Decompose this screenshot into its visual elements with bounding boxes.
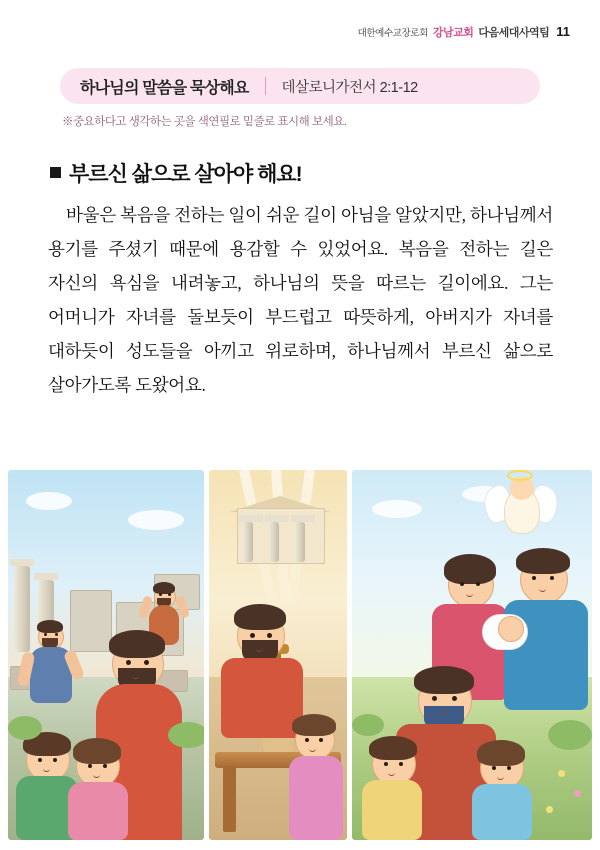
figure-eye [126,660,131,665]
figure-torso [221,658,303,738]
lesson-title-band [60,68,540,104]
figure-hair [153,582,175,594]
figure-eye [44,633,47,636]
title-divider [265,77,266,95]
temple-column [243,522,253,562]
figure-mouth [440,710,447,715]
figure-eye [452,696,457,701]
bush-shape [168,722,204,748]
figure-hair [234,604,286,630]
illustration-panel-1 [8,470,204,840]
figure-hair [37,620,63,633]
cloud-shape [372,500,422,518]
figure-mouth [309,747,316,752]
square-bullet-icon [50,167,61,178]
figure-eye [168,593,171,596]
temple-column [295,522,305,562]
figure-mouth [93,773,100,778]
figure-mouth [539,587,546,592]
figure-mouth [256,647,263,652]
figure-mouth [132,674,139,679]
baby-head [498,616,524,642]
figure-torso [68,782,128,840]
section-heading-text: 부르신 삶으로 살아야 해요! [69,163,302,186]
figure-eye [159,593,162,596]
figure-eye [492,766,496,770]
flower-shape [546,806,553,813]
figure-eye [399,762,403,766]
bush-shape [548,720,592,750]
figure-hair [444,554,496,584]
figure-hair [477,740,525,766]
halo-icon [507,470,533,481]
figure-eye [144,660,149,665]
figure-hair [369,736,417,760]
figure-eye [267,633,272,638]
ruin-column [14,566,30,652]
figure-eye [53,758,57,762]
page-number: 11 [556,24,570,39]
figure-eye [250,633,255,638]
figure-torso [472,784,532,840]
figure-eye [319,738,323,742]
figure-torso [289,756,343,840]
figure-hair [109,630,165,658]
figure-hair [516,548,570,574]
figure-eye [550,576,554,580]
figure-hair [292,714,336,736]
work-table-leg [223,766,236,832]
figure-eye [38,758,42,762]
figure-eye [305,738,309,742]
scripture-reference: 데살로니가전서 2:1-12 [281,79,418,96]
wood-piece [263,738,293,752]
figure-eye [88,764,92,768]
figure-mouth [466,592,473,597]
page-header [358,24,570,40]
figure-hair [414,666,474,694]
denomination-label: 대한예수교장로회 [357,28,428,39]
cloud-shape [26,492,72,510]
body-paragraph [48,198,553,402]
illustration-panel-2 [209,470,347,840]
church-name-label: 강남교회 [432,27,474,39]
figure-hair [73,738,121,764]
bush-shape [352,714,384,736]
body-paragraph-text: 바울은 복음을 전하는 일이 쉬운 길이 아님을 알았지만, 하나님께서 용기를 주셨기 때문에 용감할 수 있었어요. 복음을 전하는 길은 자신의 욕심을 내려놓고, 하나님의 뜻을 따르는 길이에요. 그는 어머니가 자녀를 돌보듯이 부드럽고 따뜻하게, 아버지가 자녀를 대하듯이 성도들을 아끼고 위로하며, 하나님께서 부르신 삶으로 살아가도록 도왔어요. [48,205,553,395]
flower-shape [574,790,581,797]
section-heading [50,158,302,188]
instruction-note: ※중요하다고 생각하는 곳을 색연필로 밑줄로 표시해 보세요. [62,116,347,128]
team-name-label: 다음세대사역팀 [478,27,550,39]
bush-shape [8,716,42,740]
cloud-shape [128,510,184,530]
figure-eye [432,696,437,701]
figure-eye [55,633,58,636]
lesson-title: 하나님의 말씀을 묵상해요 [80,79,249,97]
ruin-block [70,590,112,652]
figure-eye [476,582,480,586]
figure-torso [362,780,422,840]
flower-shape [558,770,565,777]
figure-mouth [43,767,50,772]
figure-eye [532,576,536,580]
figure-eye [103,764,107,768]
figure-eye [507,766,511,770]
temple-column [269,522,279,562]
figure-mouth [497,775,504,780]
figure-eye [384,762,388,766]
figure-mouth [388,771,395,776]
figure-eye [460,582,464,586]
illustration-panel-3 [352,470,592,840]
illustration-strip [8,470,592,840]
